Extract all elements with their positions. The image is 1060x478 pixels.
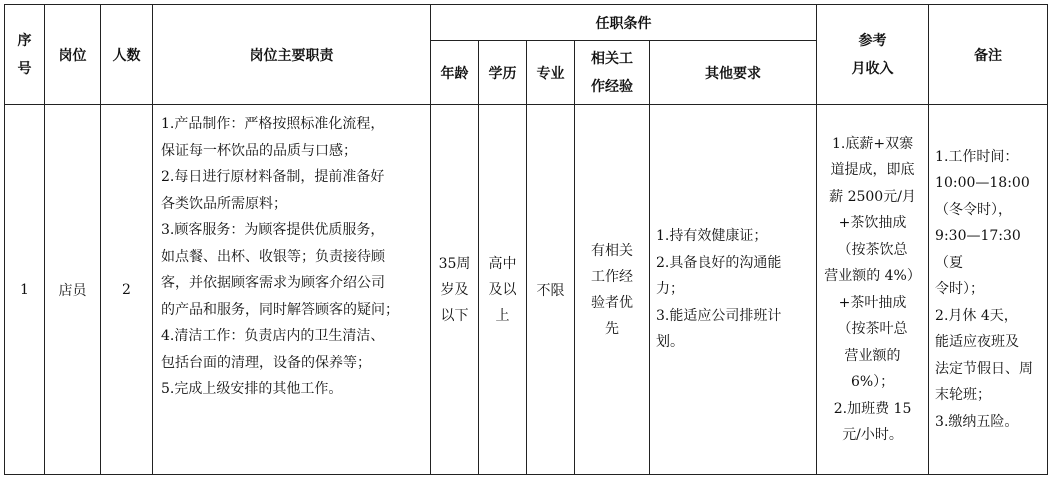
header-duties: 岗位主要职责 — [153, 5, 431, 105]
age-line: 以下 — [440, 307, 469, 324]
experience-line: 先 — [605, 320, 619, 337]
header-seq-line2: 号 — [17, 60, 32, 77]
cell-seq: 1 — [5, 105, 45, 475]
duty-line: 如点餐、出杯、收银等；负责接待顾 — [161, 248, 385, 265]
note-line: （冬令时）， — [935, 201, 1013, 218]
header-income — [817, 5, 929, 105]
duty-line: 1.产品制作：严格按照标准化流程， — [161, 116, 385, 132]
header-income-line2: 月收入 — [851, 60, 894, 77]
duty-line: 包括台面的清理，设备的保养等； — [161, 354, 371, 371]
header-experience — [575, 41, 650, 105]
duty-line: 4.清洁工作：负责店内的卫生清洁、 — [161, 328, 385, 344]
note-line: 10:00—18:00 — [935, 175, 1030, 192]
age-line: 岁及 — [440, 281, 469, 298]
header-requirements: 任职条件 — [431, 5, 817, 41]
cell-duties — [153, 105, 431, 475]
income-line: +茶叶抽成 — [838, 294, 907, 311]
cell-education — [479, 105, 527, 475]
experience-line: 工作经 — [591, 268, 633, 285]
job-requirements-table — [4, 4, 1048, 475]
age-line: 35周 — [438, 255, 471, 272]
income-line: 薪 2500元/月 — [829, 188, 916, 205]
cell-other — [650, 105, 817, 475]
header-education: 学历 — [479, 41, 527, 105]
note-line: 3.缴纳五险。 — [935, 413, 1019, 430]
experience-line: 验者优 — [591, 294, 633, 311]
header-other: 其他要求 — [650, 41, 817, 105]
cell-income — [817, 105, 929, 475]
duty-line: 保证每一杯饮品的品质与口感； — [161, 142, 357, 159]
duty-line: 客，并依据顾客需求为顾客介绍公司 — [161, 275, 385, 291]
other-line: 1.持有效健康证； — [656, 228, 768, 245]
note-line: 令时）； — [935, 281, 985, 298]
income-line: （按茶饮总 — [837, 241, 908, 258]
header-seq-line1: 序 — [17, 32, 32, 49]
other-line: 力； — [656, 281, 684, 298]
education-line: 高中 — [488, 255, 517, 272]
header-experience-line1: 相关工 — [591, 50, 633, 67]
note-line: 1.工作时间： — [935, 148, 1019, 165]
other-line: 2.具备良好的沟通能 — [656, 254, 782, 271]
note-line: 9:30—17:30（夏 — [935, 228, 1021, 271]
other-line: 划。 — [656, 334, 684, 351]
education-line: 及以 — [488, 281, 517, 298]
other-line: 3.能适应公司排班计 — [656, 307, 782, 324]
duty-line: 5.完成上级安排的其他工作。 — [161, 381, 343, 397]
income-line: （按茶叶总 — [837, 321, 908, 337]
duty-line: 的产品和服务，同时解答顾客的疑问； — [161, 301, 399, 318]
cell-count: 2 — [101, 105, 153, 475]
note-line: 末轮班； — [935, 387, 992, 404]
table-row — [5, 105, 1048, 475]
income-line: 2.加班费 15 — [833, 400, 912, 417]
duty-line: 2.每日进行原材料备制，提前准备好 — [161, 169, 385, 185]
duty-line: 各类饮品所需原料； — [161, 195, 287, 212]
experience-line: 有相关 — [591, 242, 633, 259]
header-major: 专业 — [527, 41, 575, 105]
income-line: 营业额的 4%） — [824, 268, 921, 284]
income-line: 元/小时。 — [842, 427, 903, 443]
header-seq — [5, 5, 45, 105]
note-line: 2.月休 4天， — [935, 307, 1018, 324]
note-line: 能适应夜班及 — [935, 334, 1020, 351]
header-note: 备注 — [929, 5, 1048, 105]
cell-experience — [575, 105, 650, 475]
income-line: 道提成，即底 — [830, 162, 915, 178]
income-line: +茶饮抽成 — [838, 215, 907, 231]
duty-line: 3.顾客服务：为顾客提供优质服务， — [161, 222, 385, 238]
header-income-line1: 参考 — [858, 32, 887, 49]
header-position: 岗位 — [45, 5, 101, 105]
header-count: 人数 — [101, 5, 153, 105]
cell-age — [431, 105, 479, 475]
cell-note — [929, 105, 1048, 475]
note-line: 法定节假日、周 — [935, 360, 1034, 377]
education-line: 上 — [495, 307, 510, 324]
cell-position: 店员 — [45, 105, 101, 475]
cell-major: 不限 — [527, 105, 575, 475]
income-line: 营业额的 6%）； — [844, 347, 901, 390]
header-age: 年龄 — [431, 41, 479, 105]
header-experience-line2: 作经验 — [591, 78, 633, 95]
income-line: 1.底薪+双寨 — [832, 135, 914, 152]
